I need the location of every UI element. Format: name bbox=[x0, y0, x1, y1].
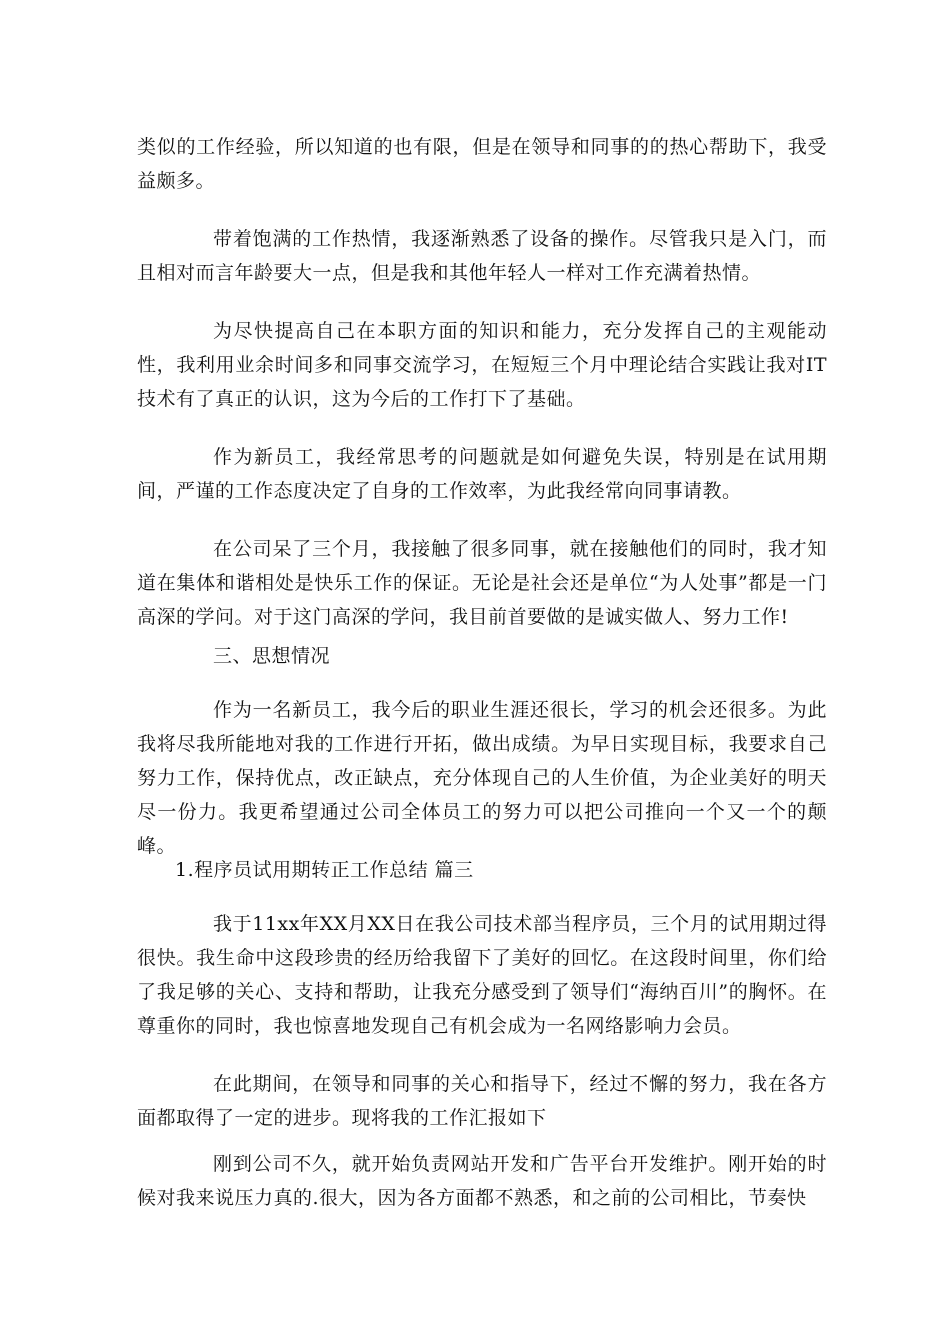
paragraph-colleagues: 在公司呆了三个月，我接触了很多同事，就在接触他们的同时，我才知道在集体和谐相处是快乐工作的保证。无论是社会还是单位“为人处事”都是一门高深的学问。对于这门高深的学问，我目前首要做的是诚实做人、努力工作! bbox=[137, 538, 827, 628]
paragraph-self-improvement: 为尽快提高自己在本职方面的知识和能力，充分发挥自己的主观能动性，我利用业余时间多和同事交流学习，在短短三个月中理论结合实践让我对IT技术有了真正的认识，这为今后的工作打下了基础。 bbox=[137, 320, 827, 410]
paragraph-probation-intro: 我于11xx年XX月XX日在我公司技术部当程序员，三个月的试用期过得很快。我生命中这段珍贵的经历给我留下了美好的回忆。在这段时间里，你们给了我足够的关心、支持和帮助，让我充分感受到了领导们“海纳百川”的胸怀。在尊重你的同时，我也惊喜地发现自己有机会成为一名网络影响力会员。 bbox=[137, 913, 827, 1037]
paragraph-web-development: 刚到公司不久，就开始负责网站开发和广告平台开发维护。刚开始的时候对我来说压力真的.很大，因为各方面都不熟悉，和之前的公司相比，节奏快 bbox=[137, 1153, 827, 1209]
section-heading-thoughts: 三、思想情况 bbox=[213, 645, 331, 667]
paragraph-avoid-mistakes: 作为新员工，我经常思考的问题就是如何避免失误，特别是在试用期间，严谨的工作态度决定了自身的工作效率，为此我经常向同事请教。 bbox=[137, 446, 827, 502]
subheading-part-three: 1.程序员试用期转正工作总结 篇三 bbox=[175, 859, 474, 881]
paragraph-work-enthusiasm: 带着饱满的工作热情，我逐渐熟悉了设备的操作。尽管我只是入门，而且相对而言年龄要大一点，但是我和其他年轻人一样对工作充满着热情。 bbox=[137, 228, 827, 284]
paragraph-progress: 在此期间，在领导和同事的关心和指导下，经过不懈的努力，我在各方面都取得了一定的进步。现将我的工作汇报如下 bbox=[137, 1073, 827, 1129]
paragraph-continuation: 类似的工作经验，所以知道的也有限，但是在领导和同事的的热心帮助下，我受益颇多。 bbox=[137, 136, 827, 192]
paragraph-career-outlook: 作为一名新员工，我今后的职业生涯还很长，学习的机会还很多。为此我将尽我所能地对我的工作进行开拓，做出成绩。为早日实现目标，我要求自己努力工作，保持优点，改正缺点，充分体现自己的人生价值，为企业美好的明天尽一份力。我更希望通过公司全体员工的努力可以把公司推向一个又一个的颠峰。 bbox=[137, 699, 827, 857]
